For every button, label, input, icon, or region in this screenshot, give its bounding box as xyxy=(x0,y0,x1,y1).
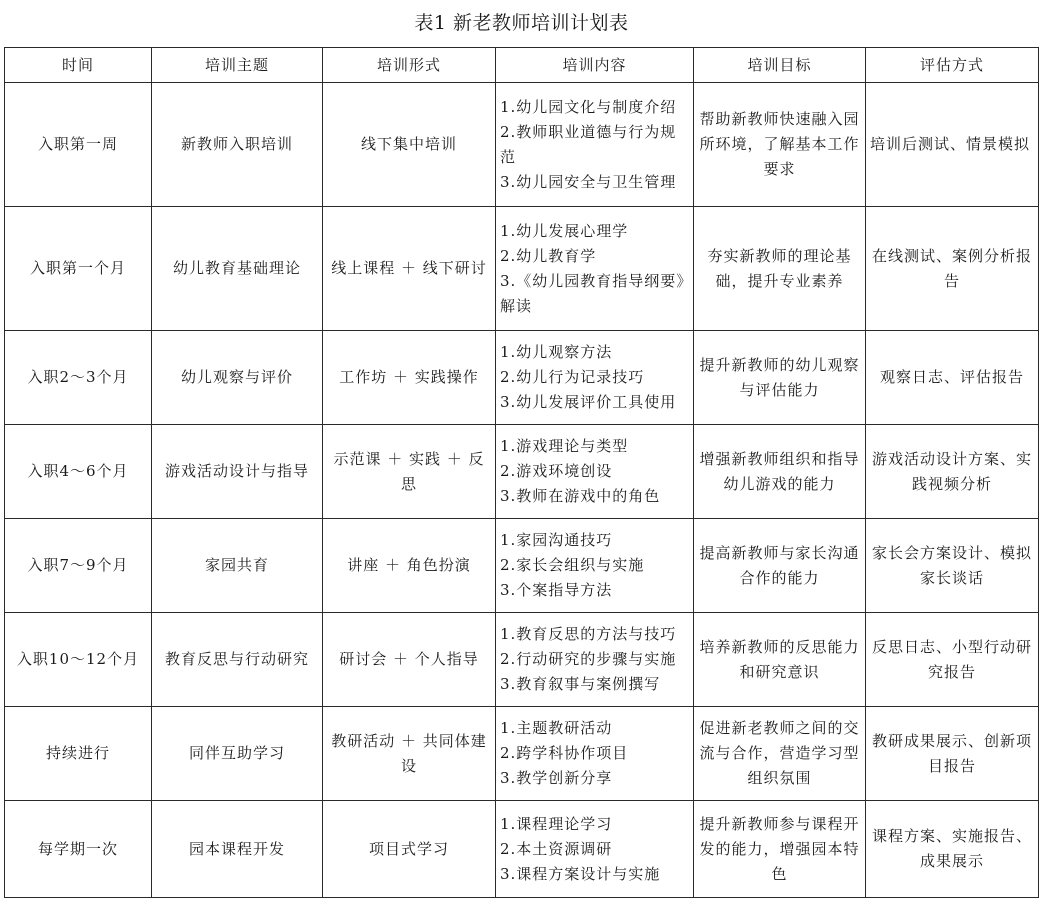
content-line: 2.行动研究的步骤与实施 xyxy=(500,650,677,668)
content-line: 1.幼儿发展心理学 xyxy=(500,221,629,240)
cell-topic: 教育反思与行动研究 xyxy=(152,613,323,707)
content-line: 2.本土资源调研 xyxy=(500,839,613,858)
content-line: 1.家园沟通技巧 xyxy=(500,531,613,549)
cell-goal: 帮助新教师快速融入园所环境，了解基本工作要求 xyxy=(694,83,866,207)
header-content: 培训内容 xyxy=(496,48,694,83)
cell-format: 示范课 ＋ 实践 ＋ 反思 xyxy=(323,425,496,519)
cell-goal: 增强新教师组织和指导幼儿游戏的能力 xyxy=(694,425,866,519)
content-line: 3.教育叙事与案例撰写 xyxy=(500,675,661,693)
cell-time: 入职7～9个月 xyxy=(5,519,152,613)
cell-goal: 提升新教师的幼儿观察与评估能力 xyxy=(694,331,866,425)
content-line: 2.幼儿教育学 xyxy=(500,246,597,265)
cell-format: 线下集中培训 xyxy=(323,83,496,207)
cell-topic: 园本课程开发 xyxy=(152,801,323,898)
table-row xyxy=(5,425,1039,519)
cell-format: 工作坊 ＋ 实践操作 xyxy=(323,331,496,425)
cell-content xyxy=(496,801,694,898)
table-caption: 表1 新老教师培训计划表 xyxy=(414,12,629,34)
table-row xyxy=(5,707,1039,801)
content-line: 3.课程方案设计与实施 xyxy=(500,864,661,883)
cell-content xyxy=(496,519,694,613)
content-line: 2.游戏环境创设 xyxy=(500,462,613,480)
cell-topic: 家园共育 xyxy=(152,519,323,613)
cell-topic: 游戏活动设计与指导 xyxy=(152,425,323,519)
content-line: 3.教师在游戏中的角色 xyxy=(500,487,661,505)
cell-assessment: 课程方案、实施报告、成果展示 xyxy=(866,801,1039,898)
cell-topic: 新教师入职培训 xyxy=(152,83,323,207)
content-line: 3.《幼儿园教育指导纲要》解读 xyxy=(500,271,685,315)
content-line: 2.跨学科协作项目 xyxy=(500,744,629,762)
table-row xyxy=(5,613,1039,707)
cell-time: 入职第一周 xyxy=(5,83,152,207)
table-row xyxy=(5,801,1039,898)
cell-time: 入职10～12个月 xyxy=(5,613,152,707)
cell-time: 每学期一次 xyxy=(5,801,152,898)
cell-assessment: 在线测试、案例分析报告 xyxy=(866,207,1039,331)
cell-content xyxy=(496,613,694,707)
cell-content xyxy=(496,331,694,425)
cell-format: 项目式学习 xyxy=(323,801,496,898)
cell-assessment: 观察日志、评估报告 xyxy=(866,331,1039,425)
cell-topic: 幼儿观察与评价 xyxy=(152,331,323,425)
cell-time: 持续进行 xyxy=(5,707,152,801)
content-line: 1.幼儿园文化与制度介绍 xyxy=(500,97,677,116)
cell-content xyxy=(496,207,694,331)
content-line: 3.幼儿发展评价工具使用 xyxy=(500,393,677,411)
cell-assessment: 反思日志、小型行动研究报告 xyxy=(866,613,1039,707)
content-line: 2.幼儿行为记录技巧 xyxy=(500,368,645,386)
cell-topic: 同伴互助学习 xyxy=(152,707,323,801)
cell-goal: 提高新教师与家长沟通合作的能力 xyxy=(694,519,866,613)
cell-content xyxy=(496,425,694,519)
cell-content xyxy=(496,707,694,801)
content-line: 1.教育反思的方法与技巧 xyxy=(500,625,677,643)
cell-format: 线上课程 ＋ 线下研讨 xyxy=(323,207,496,331)
training-plan-table xyxy=(4,47,1039,898)
cell-goal: 培养新教师的反思能力和研究意识 xyxy=(694,613,866,707)
cell-time: 入职4～6个月 xyxy=(5,425,152,519)
content-line: 1.课程理论学习 xyxy=(500,814,613,833)
cell-assessment: 家长会方案设计、模拟家长谈话 xyxy=(866,519,1039,613)
cell-time: 入职2～3个月 xyxy=(5,331,152,425)
content-line: 3.教学创新分享 xyxy=(500,769,613,787)
cell-format: 讲座 ＋ 角色扮演 xyxy=(323,519,496,613)
table-row xyxy=(5,207,1039,331)
header-assessment: 评估方式 xyxy=(866,48,1039,83)
cell-topic: 幼儿教育基础理论 xyxy=(152,207,323,331)
header-topic: 培训主题 xyxy=(152,48,323,83)
content-line: 3.个案指导方法 xyxy=(500,581,613,599)
cell-format: 研讨会 ＋ 个人指导 xyxy=(323,613,496,707)
cell-assessment: 培训后测试、情景模拟 xyxy=(866,83,1039,207)
header-goal: 培训目标 xyxy=(694,48,866,83)
cell-time: 入职第一个月 xyxy=(5,207,152,331)
content-line: 1.幼儿观察方法 xyxy=(500,343,613,361)
content-line: 2.教师职业道德与行为规范 xyxy=(500,122,677,166)
cell-goal: 夯实新教师的理论基础，提升专业素养 xyxy=(694,207,866,331)
table-row xyxy=(5,519,1039,613)
content-line: 2.家长会组织与实施 xyxy=(500,556,645,574)
table-row xyxy=(5,83,1039,207)
cell-assessment: 教研成果展示、创新项目报告 xyxy=(866,707,1039,801)
content-line: 3.幼儿园安全与卫生管理 xyxy=(500,172,677,191)
table-header-row xyxy=(5,48,1039,83)
table-row xyxy=(5,331,1039,425)
content-line: 1.主题教研活动 xyxy=(500,719,613,737)
cell-assessment: 游戏活动设计方案、实践视频分析 xyxy=(866,425,1039,519)
cell-goal: 促进新老教师之间的交流与合作，营造学习型组织氛围 xyxy=(694,707,866,801)
header-format: 培训形式 xyxy=(323,48,496,83)
content-line: 1.游戏理论与类型 xyxy=(500,437,629,455)
cell-content xyxy=(496,83,694,207)
cell-format: 教研活动 ＋ 共同体建设 xyxy=(323,707,496,801)
cell-goal: 提升新教师参与课程开发的能力，增强园本特色 xyxy=(694,801,866,898)
header-time: 时间 xyxy=(5,48,152,83)
